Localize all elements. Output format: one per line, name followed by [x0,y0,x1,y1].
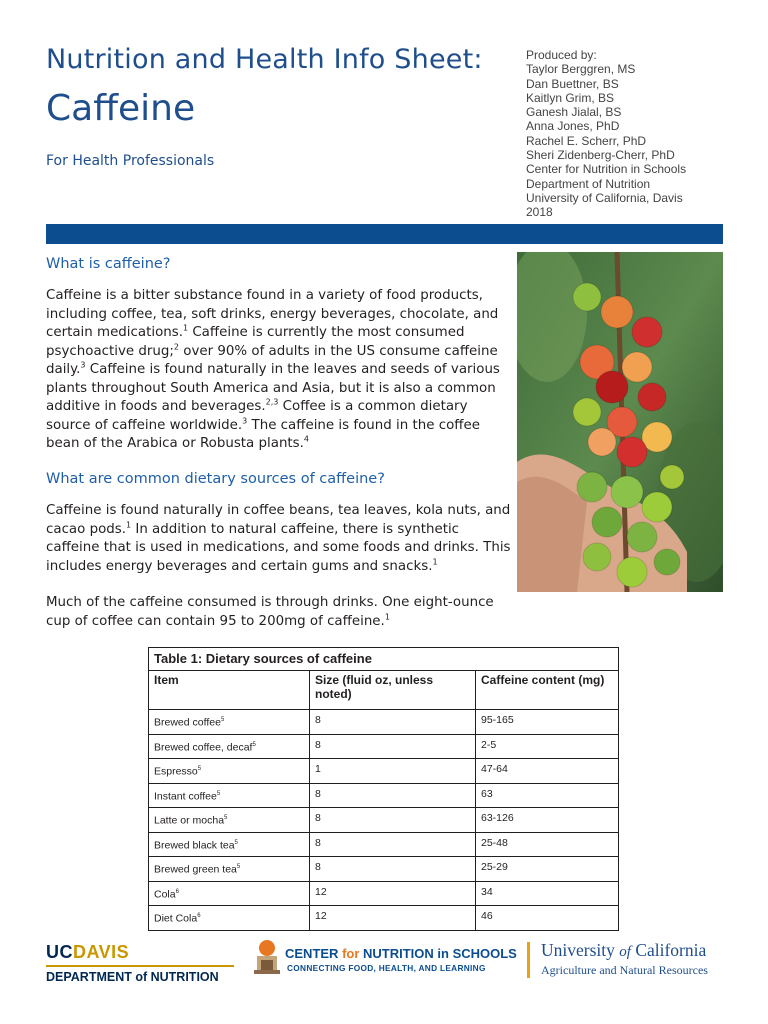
coffee-cherries-photo [517,252,723,592]
page-title-line1: Nutrition and Health Info Sheet: [46,44,483,75]
table-row: Brewed coffee, decaf$^5$ 8 2-5 [149,734,619,759]
producer-name: Kaitlyn Grim, BS [526,90,615,105]
producer-name: Rachel E. Scherr, PhD [526,133,647,148]
producer-name: Taylor Berggren, MS [526,62,636,77]
producers-block [526,48,756,220]
producer-name: Ganesh Jialal, BS [526,105,622,120]
table-header-content: Caffeine content (mg) [476,671,619,710]
table-header-item: Item [149,671,310,710]
producer-org: University of California, Davis [526,190,683,205]
producer-name: Anna Jones, PhD [526,119,620,134]
section-heading-what-is-caffeine: What is caffeine? [46,256,171,272]
section2-paragraph-2: Much of the caffeine consumed is through drinks. One eight-ounce cup of coffee can contain 95 to 200mg of caffeine.$^1$ [46,595,494,629]
producer-year: 2018 [526,205,553,220]
table-row: Latte or mocha$^5$ 8 63-126 [149,808,619,833]
page-title-line2: Caffeine [46,88,196,129]
producer-org: Department of Nutrition [526,176,651,191]
table-header-size: Size (fluid oz, unless noted) [310,671,476,710]
page-subtitle: For Health Professionals [46,153,215,169]
ucdavis-nutrition-logo: UCDAVIS DEPARTMENT of NUTRITION [46,942,234,984]
producer-org: Center for Nutrition in Schools [526,162,687,177]
table-row: Brewed coffee$^5$ 8 95-165 [149,710,619,735]
table-row: Brewed green tea$^5$ 8 25-29 [149,857,619,882]
producer-name: Dan Buettner, BS [526,76,619,91]
table-row: Instant coffee$^5$ 8 63 [149,783,619,808]
section1-paragraph: Caffeine is a bitter substance found in a variety of food products, including coffee, tea, soft drinks, energy beverages, chocolate, and certain medications.$^1$ Caffeine is currently the most consumed psychoactive drug;$^2$ over 90% of adults in the US consume caffeine daily.$^3$ Caffeine is found naturally in the leaves and seeds of various plants throughout South America and Asia, but it is also a common additive in foods and beverages.$^{2,3}$ Coffee is a common dietary source of caffeine worldwide.$^3$ The caffeine is found in the coffee bean of the Arabica or Robusta plants.$^4$ [46,288,500,451]
table-row: Brewed black tea$^5$ 8 25-48 [149,832,619,857]
producer-name: Sheri Zidenberg-Cherr, PhD [526,148,675,163]
section2-paragraph-1: Caffeine is found naturally in coffee beans, tea leaves, kola nuts, and cacao pods.$^1$ In addition to natural caffeine, there is synthetic caffeine that is used in medications, and some foods and drinks. This includes energy beverages and certain gums and snacks.$^1$ [46,503,511,574]
producers-label: Produced by: [526,48,597,62]
header-divider-bar [46,224,723,244]
school-bell-icon [251,938,283,978]
center-nutrition-schools-logo: CENTER for NUTRITION in SCHOOLS CONNECTING FOOD, HEALTH, AND LEARNING [251,938,511,978]
section-heading-dietary-sources: What are common dietary sources of caffeine? [46,471,385,487]
table-caption: Table 1: Dietary sources of caffeine [149,648,619,671]
table-row: Cola$^6$ 12 34 [149,881,619,906]
dietary-sources-table [148,647,619,931]
table-row: Espresso$^5$ 1 47-64 [149,759,619,784]
table-row: Diet Cola$^6$ 12 46 [149,906,619,931]
